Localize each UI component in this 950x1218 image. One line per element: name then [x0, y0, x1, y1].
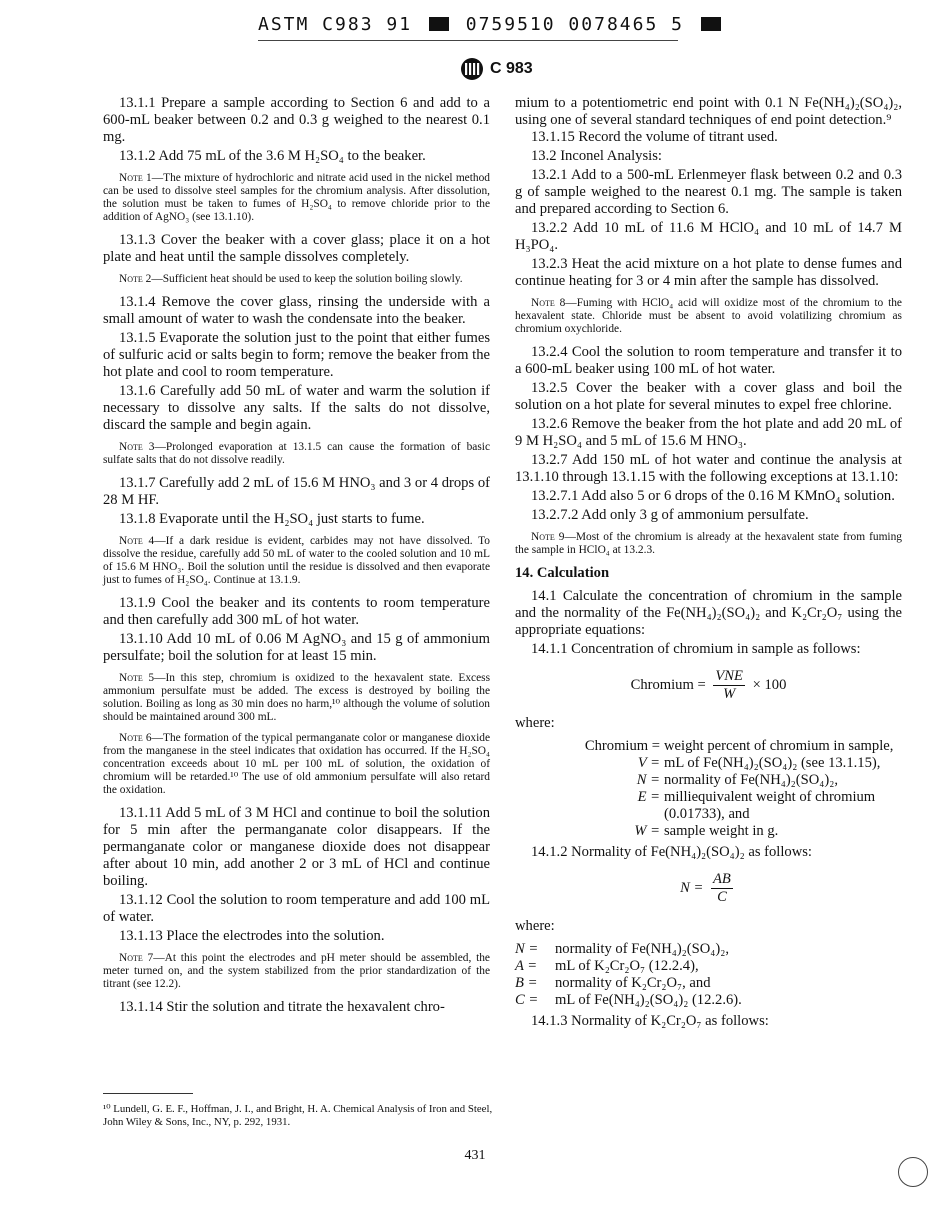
- note-7-label: Note 7: [119, 952, 154, 964]
- def-row: [515, 992, 902, 1009]
- para-13-2-7: 13.2.7 Add 150 mL of hot water and continue the analysis at 13.1.10 through 13.1.15 with the following exceptions at 13.1.10:: [515, 452, 902, 485]
- def-label: V =: [637, 755, 660, 771]
- def-row: [542, 755, 902, 772]
- note-7-text: —At this point the electrodes and pH meter should be assembled, the meter turned on, and the system stabilized from the prior standardization of the titrant (see 12.2).: [103, 952, 490, 990]
- para-13-1-6: 13.1.6 Carefully add 50 mL of water and warm the solution if necessary to dissolve any salts. If the salts do not dissolve, discard the sample and begin again.: [103, 383, 490, 433]
- para-13-2-6: 13.2.6 Remove the beaker from the hot plate and add 20 mL of 9 M H₂SO₄ and 5 mL of 15.6 M HNO₃.: [515, 416, 902, 449]
- def-label: W =: [634, 823, 660, 839]
- para-13-1-7: 13.1.7 Carefully add 2 mL of 15.6 M HNO₃ and 3 or 4 drops of 28 M HF.: [103, 475, 490, 508]
- para-13-1-15: 13.1.15 Record the volume of titrant used.: [531, 129, 778, 145]
- note-8: [515, 297, 902, 336]
- eq2-denominator: C: [717, 889, 727, 905]
- def-row: [542, 823, 902, 840]
- para-13-2-1: 13.2.1 Add to a 500-mL Erlenmeyer flask between 0.2 and 0.3 g of sample weighed to the nearest 0.1 mg. The sample is taken and prepared according to Section 6.: [515, 167, 902, 217]
- note-2-text: —Sufficient heat should be used to keep the solution boiling slowly.: [151, 273, 463, 285]
- where-2: where:: [515, 918, 555, 934]
- eq2-numerator: AB: [713, 871, 731, 887]
- right-column: [515, 95, 902, 1032]
- note-5: [103, 672, 490, 724]
- para-13-1-5: 13.1.5 Evaporate the solution just to the point that either fumes of sulfuric acid or salts begin to form; remove the beaker from the hot plate and cool to room temperature.: [103, 330, 490, 380]
- footnote-rule: [103, 1093, 193, 1094]
- note-8-label: Note 8: [531, 297, 566, 309]
- equation-chromium: [515, 668, 902, 703]
- eq1-fraction: [713, 668, 745, 703]
- para-13-1-8: 13.1.8 Evaporate until the H₂SO₄ just starts to fume.: [119, 511, 425, 527]
- def-text: normality of Fe(NH₄)₂(SO₄)₂,: [555, 941, 729, 957]
- def-label: Chromium =: [584, 738, 660, 754]
- para-13-1-9: 13.1.9 Cool the beaker and its contents to room temperature and then carefully add 300 mL of hot water.: [103, 595, 490, 628]
- para-13-1-14: 13.1.14 Stir the solution and titrate the hexavalent chro-: [119, 999, 445, 1015]
- def-row: [515, 975, 902, 992]
- equation-normality: [515, 871, 902, 906]
- eq2-fraction: [711, 871, 733, 906]
- note-3-label: Note 3: [119, 441, 155, 453]
- where-1: where:: [515, 715, 555, 731]
- note-4: [103, 535, 490, 587]
- note-8-text: —Fuming with HClO₄ acid will oxidize most of the chromium to the hexavalent state. Chloride must be absent to avoid volatilizing chromium as chromium oxychloride.: [515, 297, 902, 335]
- def-text: normality of Fe(NH₄)₂(SO₄)₂,: [664, 772, 838, 788]
- note-7: [103, 952, 490, 991]
- def-label: E =: [637, 789, 660, 805]
- black-block-2: [701, 17, 721, 31]
- header-code-line: [258, 10, 684, 41]
- note-6: [103, 732, 490, 797]
- note-4-text: —If a dark residue is evident, carbides may not have dissolved. To dissolve the residue, carefully add 50 mL of water to the cooled solution and 10 mL of 15.6 M HNO₃. Boil the solution until the residue is dissolved and then evaporate just to fumes of H₂SO₄. Continue at 13.1.9.: [103, 535, 490, 586]
- para-14-1-3: 14.1.3 Normality of K₂Cr₂O₇ as follows:: [531, 1013, 769, 1029]
- para-13-1-4: 13.1.4 Remove the cover glass, rinsing the underside with a small amount of water to wash the condensate into the beaker.: [103, 294, 490, 327]
- def-row: [542, 738, 902, 755]
- def-text: mL of K₂Cr₂O₇ (12.2.4),: [555, 958, 699, 974]
- para-13-2-4: 13.2.4 Cool the solution to room temperature and transfer it to a 600-mL beaker using 100 mL of hot water.: [515, 344, 902, 377]
- doc-logo: [460, 56, 533, 82]
- para-13-1-2: 13.1.2 Add 75 mL of the 3.6 M H₂SO₄ to the beaker.: [119, 148, 426, 164]
- note-2: [103, 273, 490, 286]
- para-13-2-7-1: 13.2.7.1 Add also 5 or 6 drops of the 0.16 M KMnO₄ solution.: [531, 488, 895, 504]
- def-text: weight percent of chromium in sample,: [664, 738, 894, 754]
- para-14-1-1: 14.1.1 Concentration of chromium in sample as follows:: [531, 641, 861, 657]
- def-label: B =: [515, 975, 538, 991]
- doc-number: C 983: [490, 60, 533, 77]
- eq1-rhs: × 100: [752, 676, 787, 693]
- para-13-2-7-2: 13.2.7.2 Add only 3 g of ammonium persulfate.: [531, 507, 809, 523]
- note-1: [103, 172, 490, 224]
- note-6-text: —The formation of the typical permanganate color or manganese dioxide from the manganese in the steel indicates that oxidation has occurred. If the H₂SO₄ concentration exceeds about 10 mL per 100 mL of solution, the oxidation of chromium will be retarded.¹⁰ The use of old ammonium persulfate will also retard the oxidation.: [103, 732, 490, 796]
- note-9-label: Note 9: [531, 531, 565, 543]
- page-number: 431: [464, 1148, 486, 1163]
- astm-logo-icon: [460, 57, 484, 81]
- para-13-1-13: 13.1.13 Place the electrodes into the solution.: [119, 928, 385, 944]
- note-3-text: —Prolonged evaporation at 13.1.5 can cause the formation of basic sulfate salts that do not dissolve readily.: [103, 441, 490, 466]
- def-text: normality of K₂Cr₂O₇, and: [555, 975, 711, 991]
- para-13-1-3: 13.1.3 Cover the beaker with a cover glass; place it on a hot plate and heat until the sample dissolves completely.: [103, 232, 490, 265]
- note-1-label: Note 1: [119, 172, 152, 184]
- def-text: mL of Fe(NH₄)₂(SO₄)₂ (see 13.1.15),: [664, 755, 881, 771]
- def-row: [515, 941, 902, 958]
- def-label: N =: [515, 941, 539, 957]
- para-13-1-10: 13.1.10 Add 10 mL of 0.06 M AgNO₃ and 15 g of ammonium persulfate; boil the solution for at least 15 min.: [103, 631, 490, 664]
- note-5-label: Note 5: [119, 672, 155, 684]
- section-14-heading: 14. Calculation: [515, 565, 610, 581]
- note-4-label: Note 4: [119, 535, 155, 547]
- def-row: [515, 958, 902, 975]
- para-13-2-2: 13.2.2 Add 10 mL of 11.6 M HClO₄ and 10 mL of 14.7 M H₃PO₄.: [515, 220, 902, 253]
- eq2-lhs: N =: [680, 879, 704, 896]
- note-9-text: —Most of the chromium is already at the hexavalent state from fuming the sample in HClO₄ at 13.2.3.: [515, 531, 902, 556]
- def-label: C =: [515, 992, 539, 1008]
- black-block-1: [429, 17, 449, 31]
- note-9: [515, 531, 902, 557]
- para-13-1-12: 13.1.12 Cool the solution to room temperature and add 100 mL of water.: [103, 892, 490, 925]
- note-3: [103, 441, 490, 467]
- eq1-lhs: Chromium =: [630, 676, 706, 693]
- para-13-2-5: 13.2.5 Cover the beaker with a cover glass and boil the solution on a hot plate for several minutes to expel free chlorine.: [515, 380, 902, 413]
- para-13-1-1: 13.1.1 Prepare a sample according to Section 6 and add to a 600-mL beaker between 0.2 and 0.3 g weighed to the nearest 0.1 mg.: [103, 95, 490, 145]
- def-row: [542, 772, 902, 789]
- para-13-2: 13.2 Inconel Analysis:: [531, 148, 662, 164]
- corner-circle-mark: [898, 1157, 928, 1187]
- def-row: [542, 789, 902, 823]
- para-13-1-11: 13.1.11 Add 5 mL of 3 M HCl and continue to boil the solution for 5 min after the permanganate color disappears. If the permanganate color or manganese dioxide does not disappear after about 10 min, add another 2 or 3 mL of HCl and continue boiling.: [103, 805, 490, 889]
- para-13-2-3: 13.2.3 Heat the acid mixture on a hot plate to dense fumes and continue heating for 3 or 4 min after the sample has dissolved.: [515, 256, 902, 289]
- eq1-numerator: VNE: [715, 668, 743, 684]
- para-continuation: mium to a potentiometric end point with 0.1 N Fe(NH₄)₂(SO₄)₂, using one of several standard techniques of end point detection.⁹: [515, 95, 902, 128]
- def-label: N =: [636, 772, 660, 788]
- definitions-2: [515, 941, 902, 1009]
- def-text: sample weight in g.: [664, 823, 779, 839]
- def-label: A =: [515, 958, 538, 974]
- left-column: [103, 95, 490, 1018]
- footnote: ¹⁰ Lundell, G. E. F., Hoffman, J. I., and Bright, H. A. Chemical Analysis of Iron and Steel, John Wiley & Sons, Inc., NY, p. 292, 1931.: [103, 1103, 493, 1128]
- para-14-1: 14.1 Calculate the concentration of chromium in the sample and the normality of the Fe(NH₄)₂(SO₄)₂ and K₂Cr₂O₇ using the appropriate equations:: [515, 588, 902, 638]
- note-2-label: Note 2: [119, 273, 152, 285]
- header-code-part1: ASTM C983 91: [258, 14, 413, 35]
- definitions-1: [542, 738, 902, 840]
- def-text: milliequivalent weight of chromium (0.01733), and: [664, 789, 876, 822]
- eq1-denominator: W: [723, 686, 736, 702]
- para-14-1-2: 14.1.2 Normality of Fe(NH₄)₂(SO₄)₂ as follows:: [531, 844, 812, 860]
- note-6-label: Note 6: [119, 732, 152, 744]
- def-text: mL of Fe(NH₄)₂(SO₄)₂ (12.2.6).: [555, 992, 742, 1008]
- note-5-text: —In this step, chromium is oxidized to the hexavalent state. Excess ammonium persulfate must be added. The excess is destroyed by boiling the solution. Boiling as long as 30 min does no harm,¹⁰ although the volume of solution should be maintained around 300 mL.: [103, 672, 491, 723]
- header-code-part2: 0759510 0078465 5: [465, 14, 684, 35]
- note-1-text: —The mixture of hydrochloric and nitrate acid used in the nickel method can be used to dissolve steel samples for the chromium analysis. After dissolution, the solution must be taken to fumes of H₂SO₄ to remove chloride prior to the addition of AgNO₃ (see 13.1.10).: [103, 172, 490, 223]
